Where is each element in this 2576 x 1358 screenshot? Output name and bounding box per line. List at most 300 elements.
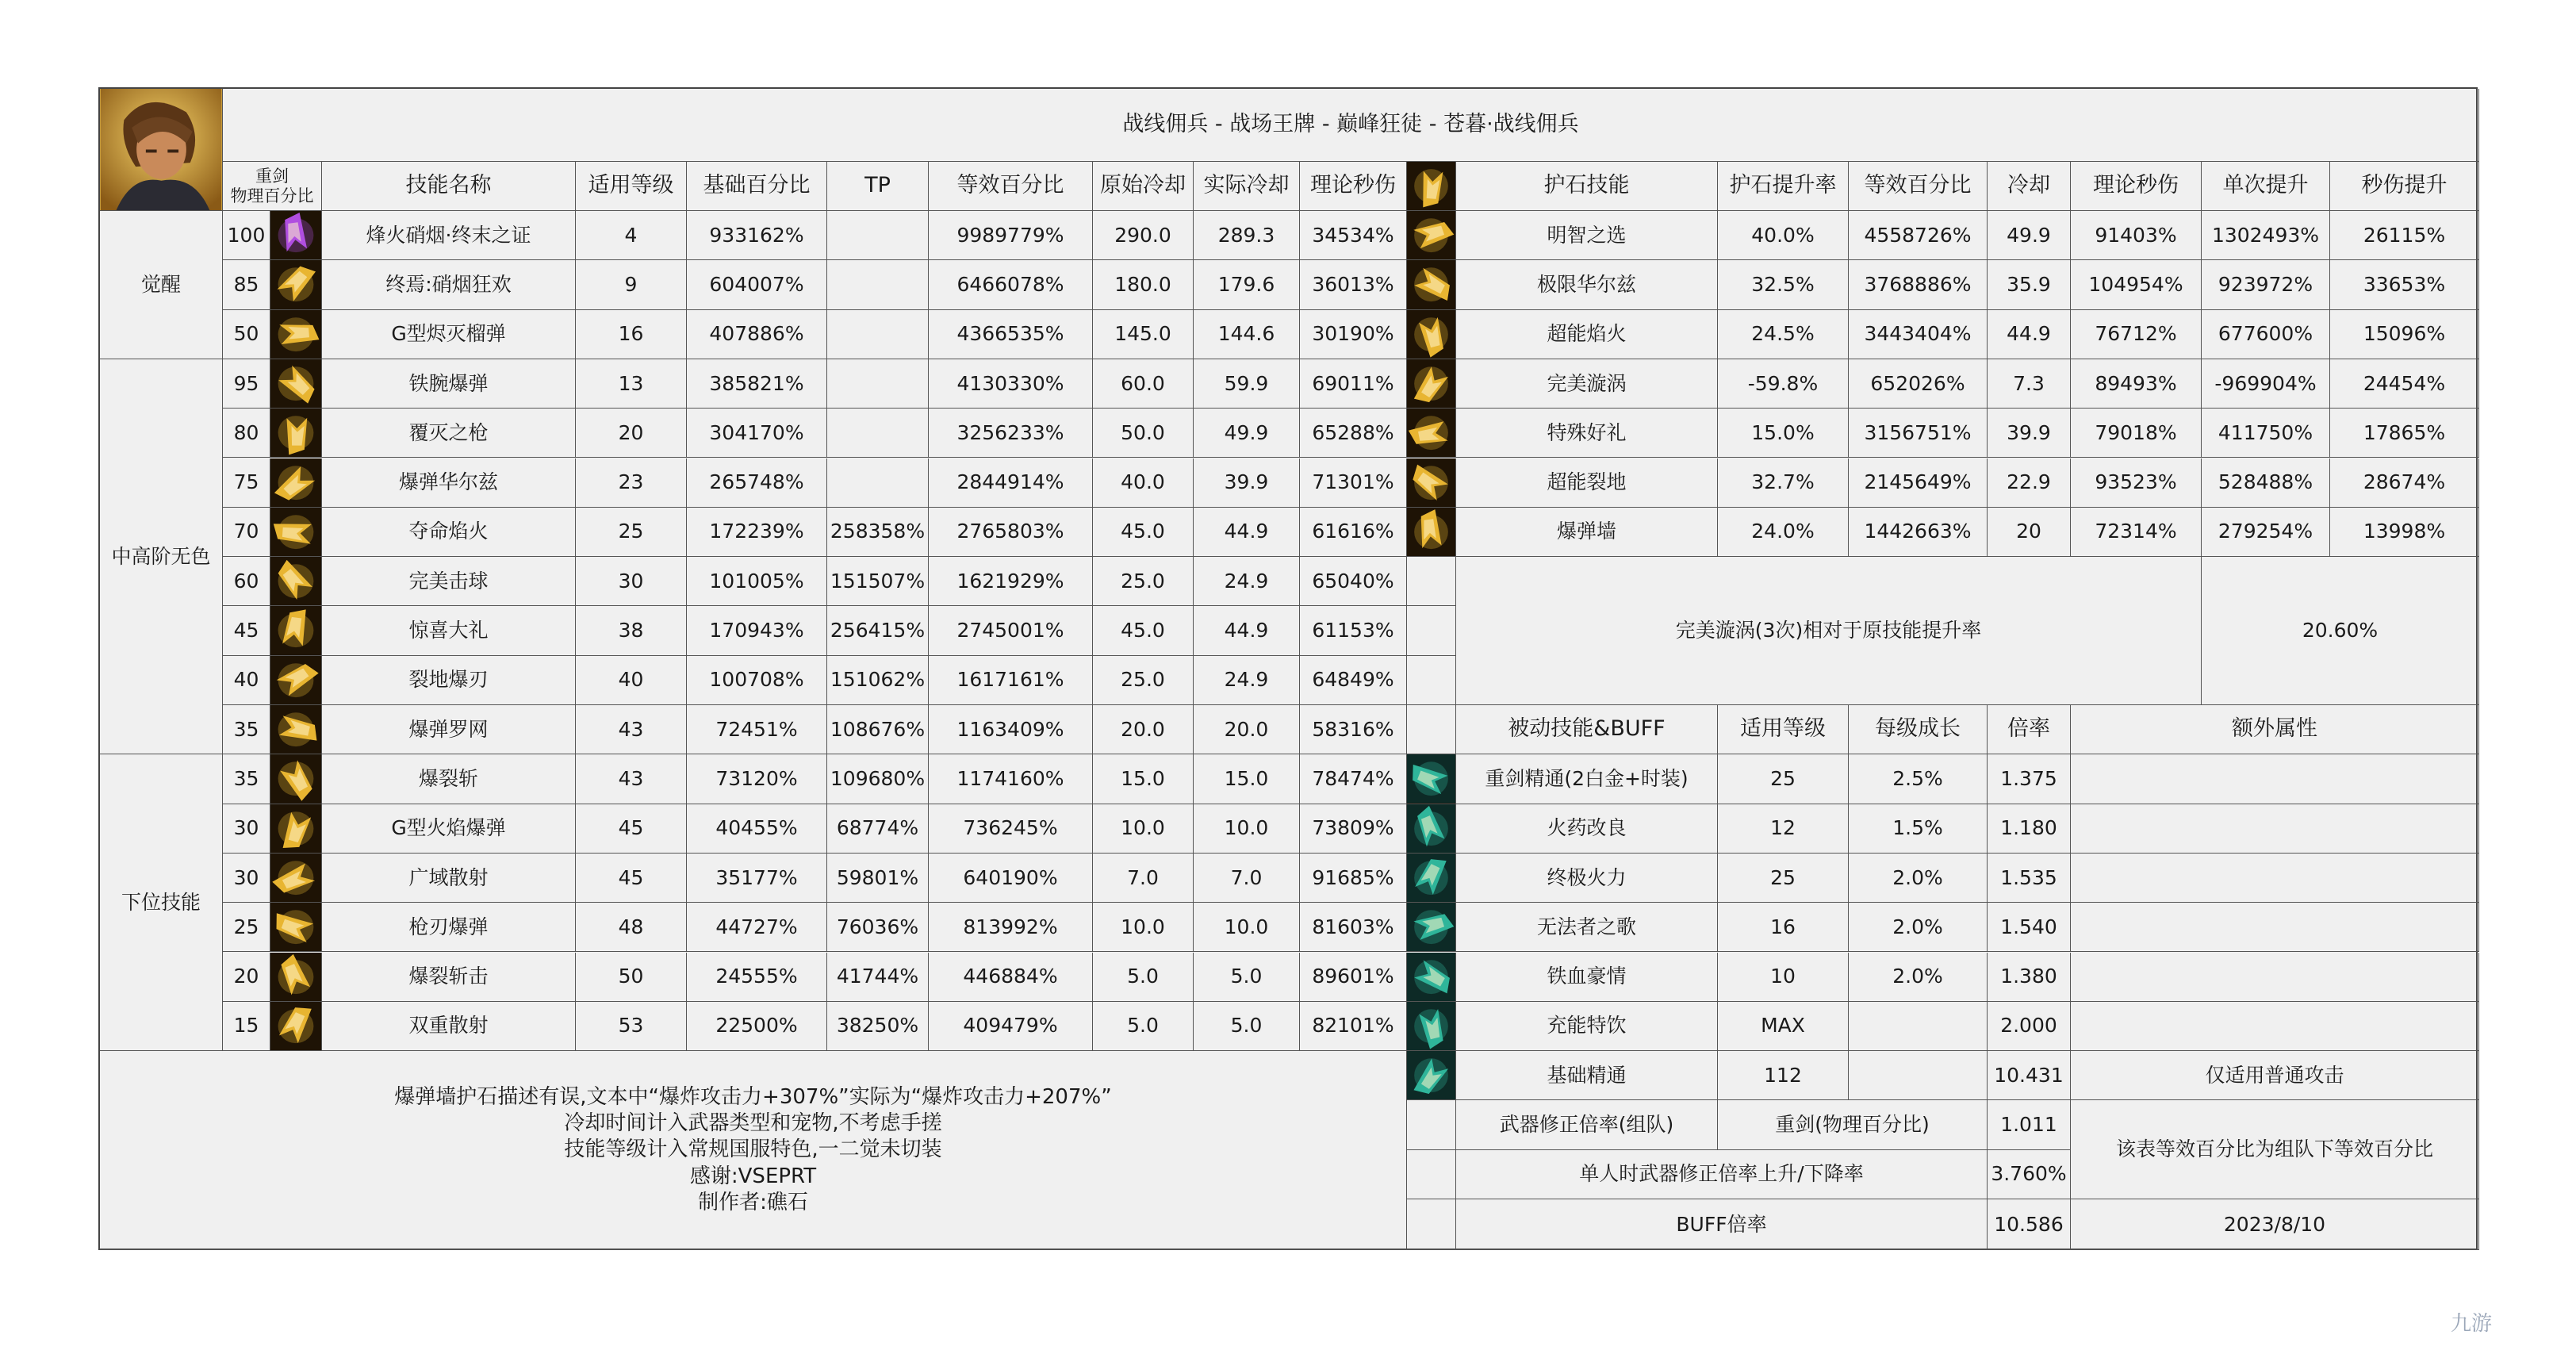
skill-dps: 65040% xyxy=(1300,557,1407,606)
passive-growth: 1.5% xyxy=(1849,804,1988,854)
skill-cd-original: 10.0 xyxy=(1093,903,1194,952)
stone-dps: 79018% xyxy=(2071,409,2202,458)
skill-base: 265748% xyxy=(687,458,827,508)
skill-equiv: 3256233% xyxy=(929,409,1093,458)
stone-single: 279254% xyxy=(2202,508,2330,557)
buff-date: 2023/8/10 xyxy=(2071,1199,2479,1250)
skill-name: 终焉:硝烟狂欢 xyxy=(322,260,576,309)
skill-dps: 71301% xyxy=(1300,458,1407,508)
skill-equiv: 1617161% xyxy=(929,656,1093,705)
skill-name: 爆裂斩 xyxy=(322,754,576,804)
skill-pct: 30 xyxy=(223,804,270,854)
solo-label: 单人时武器修正倍率上升/下降率 xyxy=(1456,1150,1988,1199)
skill-cd-actual: 289.3 xyxy=(1194,211,1300,260)
skill-equiv: 736245% xyxy=(929,804,1093,854)
stone-header-0: 护石技能 xyxy=(1456,162,1718,211)
skill-name: 枪刃爆弹 xyxy=(322,903,576,952)
passive-name: 终极火力 xyxy=(1456,854,1718,903)
skill-name: 夺命焰火 xyxy=(322,508,576,557)
skill-base: 44727% xyxy=(687,903,827,952)
passive-growth: 2.0% xyxy=(1849,903,1988,952)
empty-icon-slot xyxy=(1407,705,1456,754)
skill-pct: 35 xyxy=(223,754,270,804)
skill-name: 烽火硝烟·终末之证 xyxy=(322,211,576,260)
skill-pct: 85 xyxy=(223,260,270,309)
skill-equiv: 409479% xyxy=(929,1002,1093,1051)
skill-name: 铁腕爆弹 xyxy=(322,359,576,409)
skill-header-2: 基础百分比 xyxy=(687,162,827,211)
skill-cd-original: 60.0 xyxy=(1093,359,1194,409)
stone-dps-up: 13998% xyxy=(2330,508,2479,557)
skill-name: 惊喜大礼 xyxy=(322,606,576,655)
group-lower: 下位技能 xyxy=(100,754,223,1051)
stone-cd: 35.9 xyxy=(1988,260,2071,309)
skill-level: 20 xyxy=(576,409,687,458)
skill-name: G型烬灭榴弹 xyxy=(322,310,576,359)
stone-dps-up: 33653% xyxy=(2330,260,2479,309)
weapon-label: 武器修正倍率(组队) xyxy=(1456,1100,1718,1149)
passive-level: 112 xyxy=(1718,1051,1849,1100)
skill-cd-original: 40.0 xyxy=(1093,458,1194,508)
skill-icon xyxy=(270,754,322,804)
skill-tp xyxy=(827,310,929,359)
skill-tp: 151507% xyxy=(827,557,929,606)
skill-dps: 61616% xyxy=(1300,508,1407,557)
skill-dps: 64849% xyxy=(1300,656,1407,705)
skill-base: 101005% xyxy=(687,557,827,606)
passive-extra xyxy=(2071,854,2479,903)
stone-cd: 44.9 xyxy=(1988,310,2071,359)
stone-equiv: 3156751% xyxy=(1849,409,1988,458)
skill-dps: 65288% xyxy=(1300,409,1407,458)
skill-equiv: 640190% xyxy=(929,854,1093,903)
skill-pct: 35 xyxy=(223,705,270,754)
skill-equiv: 446884% xyxy=(929,953,1093,1002)
skill-header-4: 等效百分比 xyxy=(929,162,1093,211)
skill-cd-actual: 7.0 xyxy=(1194,854,1300,903)
dps-sheet xyxy=(98,87,2478,1250)
skill-cd-original: 7.0 xyxy=(1093,854,1194,903)
stone-rate: 32.5% xyxy=(1718,260,1849,309)
passive-icon xyxy=(1407,1051,1456,1100)
passive-header-2: 每级成长 xyxy=(1849,705,1988,754)
skill-base: 35177% xyxy=(687,854,827,903)
skill-base: 72451% xyxy=(687,705,827,754)
skill-tp: 109680% xyxy=(827,754,929,804)
note-line: 爆弹墙护石描述有误,文本中“爆炸攻击力+307%”实际为“爆炸攻击力+207%” xyxy=(394,1084,1112,1109)
skill-level: 50 xyxy=(576,953,687,1002)
team-note: 该表等效百分比为组队下等效百分比 xyxy=(2071,1100,2479,1199)
skill-name: 覆灭之枪 xyxy=(322,409,576,458)
skill-tp: 151062% xyxy=(827,656,929,705)
corner-label: 重剑 物理百分比 xyxy=(223,162,322,211)
skill-base: 172239% xyxy=(687,508,827,557)
swirl-note: 完美漩涡(3次)相对于原技能提升率 xyxy=(1456,557,2202,705)
skill-name: 广域散射 xyxy=(322,854,576,903)
stone-equiv: 652026% xyxy=(1849,359,1988,409)
note-line: 制作者:礁石 xyxy=(698,1190,808,1214)
passive-growth: 2.0% xyxy=(1849,953,1988,1002)
stone-dps: 76712% xyxy=(2071,310,2202,359)
passive-icon xyxy=(1407,854,1456,903)
skill-icon xyxy=(270,804,322,854)
skill-icon xyxy=(270,557,322,606)
stone-cd: 49.9 xyxy=(1988,211,2071,260)
skill-header-5: 原始冷却 xyxy=(1093,162,1194,211)
skill-dps: 69011% xyxy=(1300,359,1407,409)
stone-dps: 72314% xyxy=(2071,508,2202,557)
notes-block xyxy=(100,1051,1407,1250)
skill-level: 23 xyxy=(576,458,687,508)
passive-header-3: 倍率 xyxy=(1988,705,2071,754)
passive-growth: 2.5% xyxy=(1849,754,1988,804)
skill-base: 170943% xyxy=(687,606,827,655)
stone-rate: 24.5% xyxy=(1718,310,1849,359)
stone-cd: 20 xyxy=(1988,508,2071,557)
skill-dps: 30190% xyxy=(1300,310,1407,359)
skill-cd-actual: 44.9 xyxy=(1194,606,1300,655)
stone-icon xyxy=(1407,260,1456,309)
skill-dps: 73809% xyxy=(1300,804,1407,854)
skill-pct: 75 xyxy=(223,458,270,508)
passive-icon xyxy=(1407,953,1456,1002)
stone-single: 1302493% xyxy=(2202,211,2330,260)
skill-name: 完美击球 xyxy=(322,557,576,606)
stone-single: 677600% xyxy=(2202,310,2330,359)
skill-level: 53 xyxy=(576,1002,687,1051)
passive-name: 重剑精通(2白金+时装) xyxy=(1456,754,1718,804)
skill-level: 13 xyxy=(576,359,687,409)
stone-equiv: 1442663% xyxy=(1849,508,1988,557)
note-line: 冷却时间计入武器类型和宠物,不考虑手搓 xyxy=(564,1111,942,1136)
skill-tp: 68774% xyxy=(827,804,929,854)
skill-icon xyxy=(270,656,322,705)
stone-dps-up: 15096% xyxy=(2330,310,2479,359)
stone-dps: 91403% xyxy=(2071,211,2202,260)
skill-icon xyxy=(270,606,322,655)
skill-name: 双重散射 xyxy=(322,1002,576,1051)
stone-cd: 22.9 xyxy=(1988,458,2071,508)
skill-header-3: TP xyxy=(827,162,929,211)
passive-mult: 1.180 xyxy=(1988,804,2071,854)
skill-tp: 59801% xyxy=(827,854,929,903)
skill-pct: 70 xyxy=(223,508,270,557)
stone-header-5: 单次提升 xyxy=(2202,162,2330,211)
skill-cd-actual: 5.0 xyxy=(1194,1002,1300,1051)
skill-base: 933162% xyxy=(687,211,827,260)
passive-growth xyxy=(1849,1051,1988,1100)
stone-header-3: 冷却 xyxy=(1988,162,2071,211)
empty-icon-slot xyxy=(1407,1100,1456,1149)
stone-header-4: 理论秒伤 xyxy=(2071,162,2202,211)
passive-level: 12 xyxy=(1718,804,1849,854)
buff-value: 10.586 xyxy=(1988,1199,2071,1250)
skill-cd-original: 50.0 xyxy=(1093,409,1194,458)
skill-cd-original: 5.0 xyxy=(1093,1002,1194,1051)
skill-cd-actual: 24.9 xyxy=(1194,557,1300,606)
skill-pct: 15 xyxy=(223,1002,270,1051)
stone-name: 特殊好礼 xyxy=(1456,409,1718,458)
skill-tp: 256415% xyxy=(827,606,929,655)
skill-cd-actual: 15.0 xyxy=(1194,754,1300,804)
skill-base: 24555% xyxy=(687,953,827,1002)
skill-cd-original: 145.0 xyxy=(1093,310,1194,359)
skill-base: 407886% xyxy=(687,310,827,359)
skill-pct: 20 xyxy=(223,953,270,1002)
stone-icon xyxy=(1407,359,1456,409)
skill-pct: 40 xyxy=(223,656,270,705)
skill-icon xyxy=(270,458,322,508)
empty-icon-slot xyxy=(1407,1150,1456,1199)
skill-equiv: 2844914% xyxy=(929,458,1093,508)
skill-icon xyxy=(270,705,322,754)
passive-name: 无法者之歌 xyxy=(1456,903,1718,952)
skill-dps: 36013% xyxy=(1300,260,1407,309)
group-awakening: 觉醒 xyxy=(100,211,223,359)
skill-equiv: 4366535% xyxy=(929,310,1093,359)
stone-equiv: 4558726% xyxy=(1849,211,1988,260)
skill-dps: 81603% xyxy=(1300,903,1407,952)
stone-dps: 89493% xyxy=(2071,359,2202,409)
solo-value: 3.760% xyxy=(1988,1150,2071,1199)
skill-cd-actual: 20.0 xyxy=(1194,705,1300,754)
stone-dps-up: 17865% xyxy=(2330,409,2479,458)
stone-icon xyxy=(1407,458,1456,508)
swirl-value: 20.60% xyxy=(2202,557,2479,705)
skill-header-0: 技能名称 xyxy=(322,162,576,211)
stone-single: 528488% xyxy=(2202,458,2330,508)
skill-level: 48 xyxy=(576,903,687,952)
skill-cd-original: 45.0 xyxy=(1093,606,1194,655)
passive-mult: 10.431 xyxy=(1988,1051,2071,1100)
skill-cd-actual: 44.9 xyxy=(1194,508,1300,557)
skill-icon xyxy=(270,359,322,409)
skill-cd-actual: 144.6 xyxy=(1194,310,1300,359)
skill-name: 爆裂斩击 xyxy=(322,953,576,1002)
skill-dps: 82101% xyxy=(1300,1002,1407,1051)
skill-equiv: 1174160% xyxy=(929,754,1093,804)
skill-cd-original: 290.0 xyxy=(1093,211,1194,260)
stone-header-icon xyxy=(1407,162,1456,211)
skill-header-7: 理论秒伤 xyxy=(1300,162,1407,211)
passive-mult: 1.535 xyxy=(1988,854,2071,903)
skill-level: 25 xyxy=(576,508,687,557)
skill-equiv: 1163409% xyxy=(929,705,1093,754)
stone-rate: 15.0% xyxy=(1718,409,1849,458)
skill-tp xyxy=(827,359,929,409)
stone-dps-up: 24454% xyxy=(2330,359,2479,409)
passive-icon xyxy=(1407,903,1456,952)
skill-pct: 25 xyxy=(223,903,270,952)
skill-base: 40455% xyxy=(687,804,827,854)
skill-header-6: 实际冷却 xyxy=(1194,162,1300,211)
stone-icon xyxy=(1407,508,1456,557)
skill-equiv: 9989779% xyxy=(929,211,1093,260)
passive-header-0: 被动技能&BUFF xyxy=(1456,705,1718,754)
stone-equiv: 3443404% xyxy=(1849,310,1988,359)
skill-dps: 89601% xyxy=(1300,953,1407,1002)
passive-mult: 1.540 xyxy=(1988,903,2071,952)
skill-icon xyxy=(270,508,322,557)
passive-icon xyxy=(1407,804,1456,854)
skill-cd-original: 45.0 xyxy=(1093,508,1194,557)
skill-tp: 38250% xyxy=(827,1002,929,1051)
skill-cd-actual: 59.9 xyxy=(1194,359,1300,409)
passive-extra xyxy=(2071,804,2479,854)
skill-level: 45 xyxy=(576,804,687,854)
skill-icon xyxy=(270,854,322,903)
skill-header-1: 适用等级 xyxy=(576,162,687,211)
skill-cd-actual: 24.9 xyxy=(1194,656,1300,705)
skill-base: 73120% xyxy=(687,754,827,804)
skill-icon xyxy=(270,903,322,952)
stone-dps-up: 26115% xyxy=(2330,211,2479,260)
passive-growth xyxy=(1849,1002,1988,1051)
skill-level: 38 xyxy=(576,606,687,655)
stone-icon xyxy=(1407,310,1456,359)
passive-extra xyxy=(2071,953,2479,1002)
skill-tp xyxy=(827,260,929,309)
skill-equiv: 6466078% xyxy=(929,260,1093,309)
passive-extra xyxy=(2071,1002,2479,1051)
skill-pct: 80 xyxy=(223,409,270,458)
skill-cd-actual: 10.0 xyxy=(1194,903,1300,952)
stone-name: 完美漩涡 xyxy=(1456,359,1718,409)
skill-dps: 34534% xyxy=(1300,211,1407,260)
stone-name: 爆弹墙 xyxy=(1456,508,1718,557)
skill-base: 22500% xyxy=(687,1002,827,1051)
skill-cd-original: 25.0 xyxy=(1093,557,1194,606)
skill-level: 9 xyxy=(576,260,687,309)
skill-tp xyxy=(827,458,929,508)
skill-name: 爆弹华尔兹 xyxy=(322,458,576,508)
stone-cd: 7.3 xyxy=(1988,359,2071,409)
skill-name: G型火焰爆弹 xyxy=(322,804,576,854)
passive-extra xyxy=(2071,903,2479,952)
weapon-type: 重剑(物理百分比) xyxy=(1718,1100,1988,1149)
stone-rate: -59.8% xyxy=(1718,359,1849,409)
passive-extra: 仅适用普通攻击 xyxy=(2071,1051,2479,1100)
stone-equiv: 2145649% xyxy=(1849,458,1988,508)
skill-tp xyxy=(827,211,929,260)
empty-icon-slot xyxy=(1407,1199,1456,1250)
stone-single: 411750% xyxy=(2202,409,2330,458)
stone-cd: 39.9 xyxy=(1988,409,2071,458)
passive-name: 充能特饮 xyxy=(1456,1002,1718,1051)
skill-equiv: 813992% xyxy=(929,903,1093,952)
stone-header-6: 秒伤提升 xyxy=(2330,162,2479,211)
stone-rate: 32.7% xyxy=(1718,458,1849,508)
skill-level: 45 xyxy=(576,854,687,903)
skill-pct: 50 xyxy=(223,310,270,359)
stone-header-1: 护石提升率 xyxy=(1718,162,1849,211)
passive-level: 10 xyxy=(1718,953,1849,1002)
skill-equiv: 2765803% xyxy=(929,508,1093,557)
skill-tp: 258358% xyxy=(827,508,929,557)
stone-dps: 93523% xyxy=(2071,458,2202,508)
skill-icon xyxy=(270,1002,322,1051)
character-portrait xyxy=(100,89,223,211)
skill-pct: 95 xyxy=(223,359,270,409)
stone-single: 923972% xyxy=(2202,260,2330,309)
skill-level: 4 xyxy=(576,211,687,260)
skill-cd-original: 20.0 xyxy=(1093,705,1194,754)
stone-name: 超能裂地 xyxy=(1456,458,1718,508)
skill-cd-original: 10.0 xyxy=(1093,804,1194,854)
stone-icon xyxy=(1407,409,1456,458)
skill-cd-original: 5.0 xyxy=(1093,953,1194,1002)
passive-header-4: 额外属性 xyxy=(2071,705,2479,754)
skill-level: 43 xyxy=(576,754,687,804)
stone-equiv: 3768886% xyxy=(1849,260,1988,309)
empty-icon-slot xyxy=(1407,606,1456,655)
skill-level: 40 xyxy=(576,656,687,705)
buff-label: BUFF倍率 xyxy=(1456,1199,1988,1250)
skill-pct: 45 xyxy=(223,606,270,655)
skill-tp: 41744% xyxy=(827,953,929,1002)
stone-name: 明智之选 xyxy=(1456,211,1718,260)
passive-icon xyxy=(1407,1002,1456,1051)
skill-base: 304170% xyxy=(687,409,827,458)
weapon-mult: 1.011 xyxy=(1988,1100,2071,1149)
stone-dps: 104954% xyxy=(2071,260,2202,309)
stone-dps-up: 28674% xyxy=(2330,458,2479,508)
skill-tp: 76036% xyxy=(827,903,929,952)
passive-header-1: 适用等级 xyxy=(1718,705,1849,754)
passive-name: 铁血豪情 xyxy=(1456,953,1718,1002)
skill-level: 30 xyxy=(576,557,687,606)
skill-dps: 61153% xyxy=(1300,606,1407,655)
skill-icon xyxy=(270,310,322,359)
skill-base: 604007% xyxy=(687,260,827,309)
skill-dps: 58316% xyxy=(1300,705,1407,754)
empty-icon-slot xyxy=(1407,656,1456,705)
skill-name: 爆弹罗网 xyxy=(322,705,576,754)
passive-growth: 2.0% xyxy=(1849,854,1988,903)
passive-name: 基础精通 xyxy=(1456,1051,1718,1100)
watermark: 九游 xyxy=(2451,1312,2493,1336)
skill-level: 43 xyxy=(576,705,687,754)
skill-cd-actual: 179.6 xyxy=(1194,260,1300,309)
skill-cd-original: 25.0 xyxy=(1093,656,1194,705)
stone-rate: 40.0% xyxy=(1718,211,1849,260)
skill-name: 裂地爆刃 xyxy=(322,656,576,705)
passive-level: 16 xyxy=(1718,903,1849,952)
skill-pct: 100 xyxy=(223,211,270,260)
stone-header-2: 等效百分比 xyxy=(1849,162,1988,211)
passive-mult: 2.000 xyxy=(1988,1002,2071,1051)
passive-icon xyxy=(1407,754,1456,804)
stone-rate: 24.0% xyxy=(1718,508,1849,557)
skill-pct: 30 xyxy=(223,854,270,903)
passive-extra xyxy=(2071,754,2479,804)
skill-cd-actual: 39.9 xyxy=(1194,458,1300,508)
skill-equiv: 2745001% xyxy=(929,606,1093,655)
skill-base: 385821% xyxy=(687,359,827,409)
passive-level: 25 xyxy=(1718,854,1849,903)
skill-tp xyxy=(827,409,929,458)
skill-tp: 108676% xyxy=(827,705,929,754)
skill-base: 100708% xyxy=(687,656,827,705)
skill-pct: 60 xyxy=(223,557,270,606)
skill-icon xyxy=(270,409,322,458)
skill-cd-actual: 10.0 xyxy=(1194,804,1300,854)
stone-name: 超能焰火 xyxy=(1456,310,1718,359)
stone-single: -969904% xyxy=(2202,359,2330,409)
passive-name: 火药改良 xyxy=(1456,804,1718,854)
skill-cd-original: 15.0 xyxy=(1093,754,1194,804)
note-line: 技能等级计入常规国服特色,一二觉未切装 xyxy=(564,1137,942,1162)
